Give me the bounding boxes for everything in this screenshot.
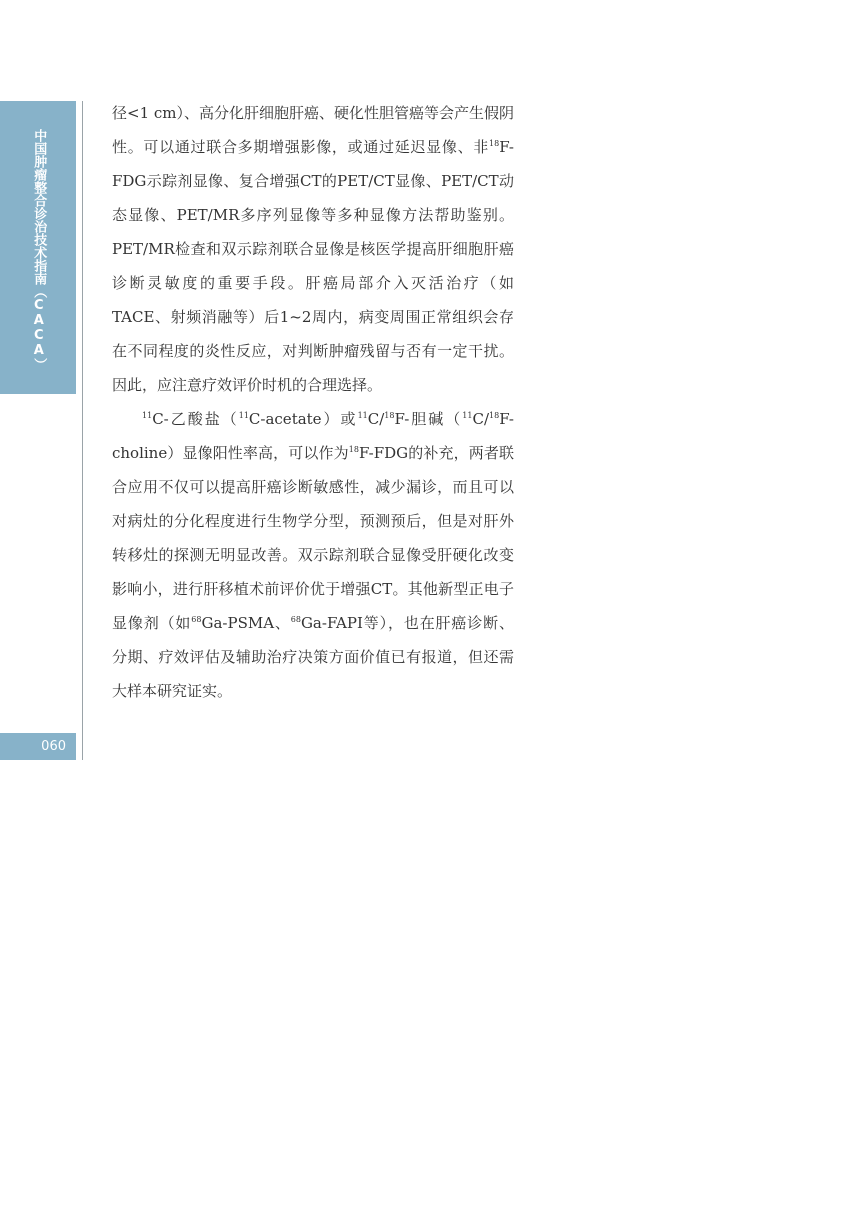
text-run: Ga-PSMA、: [201, 614, 291, 632]
page-number: 060: [0, 733, 76, 760]
paragraph-1-text: 径<1 cm）、高分化肝细胞肝癌、硬化性胆管癌等会产生假阴性。可以通过联合多期增强影像，或通过延迟显像、非: [112, 104, 515, 156]
paragraph-1: [112, 96, 514, 402]
body-text: [112, 96, 514, 708]
text-run: C-acetate）或: [248, 410, 358, 428]
superscript: 18: [489, 139, 500, 148]
superscript: 68: [191, 615, 202, 624]
superscript: 18: [489, 411, 500, 420]
text-run: C-乙酸盐（: [152, 410, 239, 428]
text-run: C/: [367, 410, 385, 428]
superscript: 18: [348, 445, 359, 454]
text-run: C/: [472, 410, 489, 428]
text-run: F-choline）显像阳性率高，可以作为: [112, 410, 514, 462]
vertical-divider: [82, 101, 83, 760]
book-title: 中国肿瘤整合诊治技术指南（CACA）: [31, 129, 47, 371]
superscript: 18: [384, 411, 395, 420]
superscript: 68: [290, 615, 301, 624]
superscript: 11: [462, 411, 473, 420]
text-run: Ga-FAPI等），也在肝癌诊断、分期、疗效评估及辅助治疗决策方面价值已有报道，但还需大样本研究证实。: [112, 614, 514, 700]
sidebar-band: [0, 101, 76, 394]
paragraph-1-text-cont: F-FDG示踪剂显像、复合增强CT的PET/CT显像、PET/CT动态显像、PET/MR多序列显像等多种显像方法帮助鉴别。PET/MR检查和双示踪剂联合显像是核医学提高肝细胞肝癌诊断灵敏度的重要手段。肝癌局部介入灭活治疗（如TACE、射频消融等）后1~2周内，病变周围正常组织会存在不同程度的炎性反应，对判断肿瘤残留与否有一定干扰。因此，应注意疗效评价时机的合理选择。: [112, 138, 514, 394]
superscript: 11: [357, 411, 368, 420]
superscript: 11: [142, 411, 153, 420]
paragraph-2: [112, 402, 514, 708]
text-run: F-FDG的补充，两者联合应用不仅可以提高肝癌诊断敏感性，减少漏诊，而且可以对病灶的分化程度进行生物学分型，预测预后，但是对肝外转移灶的探测无明显改善。双示踪剂联合显像受肝硬化改变影响小，进行肝移植术前评价优于增强CT。其他新型正电子显像剂（如: [112, 444, 514, 632]
text-run: F-胆碱（: [394, 410, 463, 428]
superscript: 11: [238, 411, 249, 420]
